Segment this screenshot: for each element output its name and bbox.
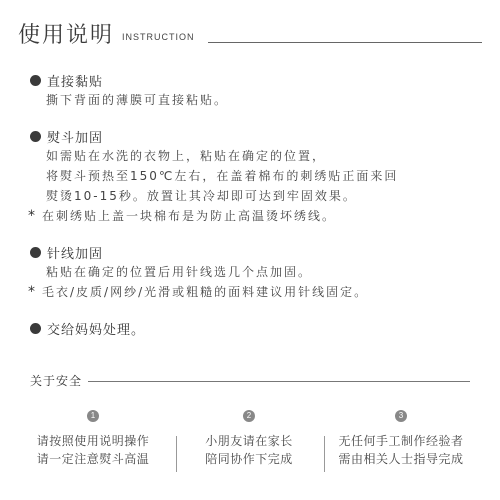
asterisk-icon: * [28,284,37,300]
note-text: 在刺绣贴上盖一块棉布是为防止高温烫坏绣线。 [42,209,337,223]
section-heading [30,318,480,338]
section-title: 针线加固 [47,246,104,262]
instruction-sections [30,70,480,354]
header [18,18,482,48]
safety-rule [88,381,470,382]
section-heading [30,126,480,146]
section-text-line: 熨烫10-15秒。放置让其冷却即可达到牢固效果。 [46,189,357,203]
safety-tip-1 [18,410,168,490]
tip-line: 小朋友请在家长 [205,434,293,448]
section-iron-reinforce [30,126,480,226]
section-direct-stick [30,70,480,110]
page-title: 使用说明 [18,23,115,48]
section-title: 交给妈妈处理。 [47,322,146,338]
tip-divider [324,436,325,472]
tip-line: 无任何手工制作经验者 [338,434,464,448]
bullet-dot-icon [30,75,41,86]
section-text-line: 如需贴在水洗的衣物上，粘贴在确定的位置， [46,149,327,163]
safety-title: 关于安全 [30,374,83,388]
asterisk-icon: * [28,208,37,224]
tip-line: 陪同协作下完成 [205,452,293,466]
section-heading [30,70,480,90]
section-give-to-mom [30,318,480,338]
note-text: 毛衣/皮质/网纱/光滑或粗糙的面料建议用针线固定。 [42,285,369,299]
safety-tip-2 [174,410,324,490]
bullet-dot-icon [30,247,41,258]
safety-tips [18,410,484,490]
safety-tip-3 [326,410,476,490]
section-title: 直接黏贴 [47,74,104,90]
section-title: 熨斗加固 [47,130,104,146]
section-note [28,282,480,302]
number-circle-icon: 2 [243,410,255,422]
tip-line: 请按照使用说明操作 [36,434,150,448]
number-circle-icon: 3 [395,410,407,422]
section-note [28,206,480,226]
section-needle-reinforce [30,242,480,302]
bullet-dot-icon [30,131,41,142]
bullet-dot-icon [30,323,41,334]
section-text-line: 粘贴在确定的位置后用针线选几个点加固。 [46,265,313,279]
page-subtitle: INSTRUCTION [122,32,195,42]
section-text-line: 撕下背面的薄膜可直接粘贴。 [46,93,229,107]
section-text-line: 将熨斗预热至150℃左右，在盖着棉布的刺绣贴正面来回 [46,169,399,183]
number-circle-icon: 1 [87,410,99,422]
tip-line: 请一定注意熨斗高温 [36,452,150,466]
header-rule [208,42,482,43]
safety-header [30,372,470,390]
section-heading [30,242,480,262]
tip-line: 需由相关人士指导完成 [338,452,464,466]
